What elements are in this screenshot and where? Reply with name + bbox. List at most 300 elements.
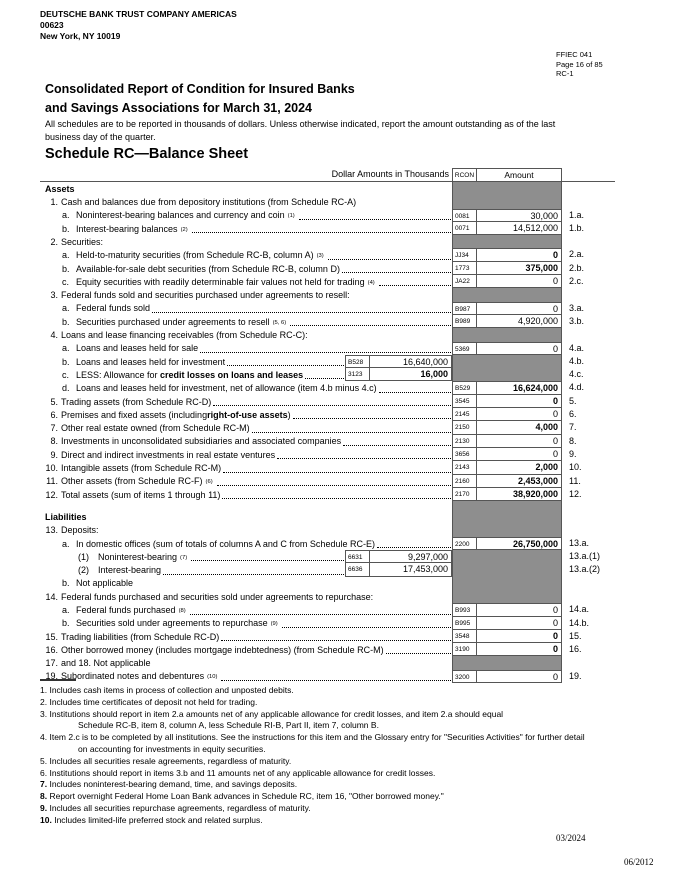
amount-cell: 2,453,000: [477, 475, 562, 488]
item-ref: 3.a.: [569, 302, 585, 313]
gray-cell: [452, 523, 562, 536]
gray-cell: [452, 590, 562, 603]
row-label-area: [40, 288, 452, 301]
footnote-text: Institutions should report in item 2.a amounts net of any applicable allowance for credit losses, and item 2.a should equal: [49, 708, 504, 719]
footnote-reference: (7): [180, 554, 188, 561]
rcon-code-cell: JA22: [452, 275, 477, 288]
rcon-code-cell: 3545: [452, 395, 477, 408]
gray-cell: [452, 288, 562, 301]
item-ref: 2.b.: [569, 262, 585, 273]
item-ref: 15.: [569, 630, 582, 641]
item-ref: 19.: [569, 670, 582, 681]
dotted-leader: [386, 653, 451, 654]
item-label: Securities sold under agreements to repurchase: [76, 618, 268, 629]
amount-cell: 38,920,000: [477, 488, 562, 501]
item-label: Held-to-maturity securities (from Schedule RC-B, column A): [76, 250, 314, 261]
item-ref: 7.: [569, 422, 577, 433]
table-body: [40, 182, 615, 683]
rcon-code-cell: B993: [452, 603, 477, 616]
amount-cell: 375,000: [477, 262, 562, 275]
footnote-text: Item 2.c is to be completed by all institutions. See the instructions for this item and the Glossary entry for "Securities Activities" for further detail: [49, 732, 585, 743]
item-ref: 13.a.: [569, 537, 590, 548]
row-label-area: [40, 523, 452, 536]
table-row: [40, 656, 615, 669]
footnotes-section: [40, 679, 650, 827]
item-label: In domestic offices (sum of totals of columns A and C from Schedule RC-E): [76, 538, 375, 549]
form-id-block: [556, 50, 603, 79]
item-label: Interest-bearing: [98, 565, 162, 576]
table-row: [40, 275, 615, 288]
table-row: [40, 448, 615, 461]
row-label-area: [40, 182, 452, 195]
item-label: Federal funds sold and securities purchased under agreements to resell:: [61, 290, 350, 301]
item-label: Equity securities with readily determinable fair values not held for trading: [76, 276, 365, 287]
row-label-area: [40, 577, 452, 590]
table-header-row: [40, 168, 615, 182]
item-number: b.: [62, 316, 70, 327]
item-ref: 13.a.(2): [569, 564, 601, 575]
item-label: Other assets (from Schedule RC-F): [61, 476, 203, 487]
row-label-area: [40, 368, 345, 381]
footnote: [40, 779, 650, 791]
inner-code-cell: 6631: [345, 550, 370, 563]
item-ref: 4.b.: [569, 355, 585, 366]
revision-date-stamp: 03/2024: [556, 833, 586, 843]
amount-cell: 0: [477, 630, 562, 643]
table-row: [40, 501, 615, 510]
amount-cell: 0: [477, 643, 562, 656]
row-label-area: [40, 630, 452, 643]
table-row: [40, 421, 615, 434]
row-label-area: [40, 617, 452, 630]
gray-cell: [452, 235, 562, 248]
rcon-code-cell: B989: [452, 315, 477, 328]
footnote-number: 9.: [40, 802, 48, 813]
form-edition-date: 06/2012: [624, 857, 654, 867]
gray-cell: [452, 656, 562, 669]
item-ref: 2.c.: [569, 276, 584, 287]
item-number: 3.: [50, 290, 58, 301]
table-row: [40, 195, 615, 208]
row-label-area: [40, 656, 452, 669]
footnote-separator: [40, 679, 76, 681]
item-ref: 6.: [569, 409, 577, 420]
rcon-code-cell: 2150: [452, 421, 477, 434]
amount-column-header: Amount: [477, 168, 562, 181]
item-number: 1.: [50, 197, 58, 208]
dotted-leader: [222, 498, 451, 499]
table-row: [40, 288, 615, 301]
row-label-area: [40, 421, 452, 434]
item-label: Subordinated notes and debentures: [61, 671, 205, 682]
gray-cell: [452, 355, 562, 368]
item-label: Securities:: [61, 236, 104, 247]
item-label: Premises and fixed assets (includingright-of-use assets): [61, 409, 291, 420]
row-label-area: [40, 328, 452, 341]
item-label: Securities purchased under agreements to resell: [76, 316, 270, 327]
item-number: 13.: [45, 525, 58, 536]
table-row: [40, 248, 615, 261]
row-label-area: [40, 461, 452, 474]
item-number: 6.: [50, 409, 58, 420]
item-label: Federal funds sold: [76, 303, 151, 314]
item-number: 19.: [45, 671, 58, 682]
dotted-leader: [223, 472, 451, 473]
dotted-leader: [277, 458, 451, 459]
item-label: Federal funds purchased and securities sold under agreements to repurchase:: [61, 591, 374, 602]
inner-code-cell: 6636: [345, 563, 370, 576]
footnote-reference: (10): [207, 674, 218, 681]
dotted-leader: [190, 614, 451, 615]
table-row: [40, 523, 615, 536]
bank-header: [40, 9, 237, 42]
footnote-number: 2.: [40, 696, 48, 707]
amount-cell: 0: [477, 275, 562, 288]
footnote: [40, 697, 650, 709]
table-row: [40, 408, 615, 421]
table-row: [40, 342, 615, 355]
item-ref: 4.c.: [569, 369, 584, 380]
footnote-list: [40, 685, 650, 827]
inner-amount-cell: 9,297,000: [370, 550, 452, 563]
table-row: [40, 603, 615, 616]
section-label: Assets: [45, 183, 75, 194]
table-row: [40, 510, 615, 523]
item-number: 4.: [50, 330, 58, 341]
item-label-bold: credit losses on loans and leases: [160, 369, 304, 380]
footnote-number: 4.: [40, 732, 48, 743]
item-number: b.: [62, 263, 70, 274]
item-label: Loans and leases held for investment: [76, 356, 226, 367]
row-label-area: [40, 222, 452, 235]
row-label-area: [40, 381, 452, 394]
item-label: and 18. Not applicable: [61, 658, 151, 669]
rcon-code-cell: 1773: [452, 262, 477, 275]
item-ref: 3.b.: [569, 315, 585, 326]
amount-cell: 4,000: [477, 421, 562, 434]
rcon-code-cell: B987: [452, 302, 477, 315]
footnote-text: Includes all securities resale agreements, regardless of maturity.: [49, 755, 292, 766]
footnote-text: Includes all securities repurchase agreements, regardless of maturity.: [49, 802, 311, 813]
dotted-leader: [191, 560, 344, 561]
item-label: LESS: Allowance for credit losses on loans and leases: [76, 369, 304, 380]
item-ref: 4.a.: [569, 342, 585, 353]
balance-sheet-table: [40, 168, 615, 683]
item-number: c.: [62, 276, 70, 287]
row-label-area: [40, 488, 452, 501]
dotted-leader: [305, 378, 344, 379]
item-number: 2.: [50, 236, 58, 247]
item-number: a.: [62, 303, 70, 314]
dotted-leader: [342, 272, 451, 273]
item-label: Intangible assets (from Schedule RC-M): [61, 463, 222, 474]
document-title-line2: and Savings Associations for March 31, 2024: [45, 101, 312, 115]
table-row: [40, 209, 615, 222]
table-row: [40, 590, 615, 603]
dotted-leader: [290, 325, 451, 326]
footnote: [40, 791, 650, 803]
footnote-number: 5.: [40, 755, 48, 766]
table-row: [40, 488, 615, 501]
footnote-text: Includes time certificates of deposit not held for trading.: [49, 696, 258, 707]
inner-code-cell: 3123: [345, 368, 370, 381]
dotted-leader: [299, 219, 451, 220]
amount-cell: 0: [477, 448, 562, 461]
footnote-continuation: Schedule RC-B, item 8, column A, less Schedule RI-B, Part II, item 7, column B.: [78, 720, 379, 731]
dotted-leader: [343, 445, 451, 446]
item-number: c.: [62, 369, 70, 380]
page-number: Page 16 of 85: [556, 59, 603, 69]
footnote: [40, 803, 650, 815]
item-ref: 13.a.(1): [569, 551, 601, 562]
table-row: [40, 643, 615, 656]
rcon-code-cell: JJ34: [452, 248, 477, 261]
bank-city: New York, NY 10019: [40, 31, 121, 41]
amount-cell: 0: [477, 395, 562, 408]
item-ref: 2.a.: [569, 249, 585, 260]
footnote-number: 3.: [40, 708, 48, 719]
row-label-area: [40, 510, 452, 523]
rcon-code-cell: B529: [452, 381, 477, 394]
footnote-text: Report overnight Federal Home Loan Bank advances in Schedule RC, item 16, "Other borrowed money.": [49, 791, 444, 802]
rcon-code-cell: 0071: [452, 222, 477, 235]
table-row: [40, 235, 615, 248]
rcon-code-cell: 2200: [452, 537, 477, 550]
row-label-area: [40, 195, 452, 208]
footnote: [40, 815, 650, 827]
row-label-area: [40, 209, 452, 222]
rcon-code-cell: 3200: [452, 670, 477, 683]
rcon-code-cell: 3548: [452, 630, 477, 643]
table-row: [40, 222, 615, 235]
bank-name: DEUTSCHE BANK TRUST COMPANY AMERICAS: [40, 9, 237, 19]
amount-cell: 0: [477, 302, 562, 315]
dotted-leader: [213, 405, 451, 406]
item-number: 5.: [50, 396, 58, 407]
row-label-area: [40, 342, 452, 355]
item-ref: 11.: [569, 475, 581, 486]
item-label: Loans and leases held for investment, net of allowance (item 4.b minus 4.c): [76, 383, 377, 394]
table-row: [40, 550, 615, 563]
row-label-area: [40, 275, 452, 288]
item-number: a.: [62, 250, 70, 261]
item-label: Noninterest-bearing: [98, 551, 178, 562]
table-row: [40, 563, 615, 576]
gray-cell: [452, 182, 562, 195]
item-number: b.: [62, 578, 70, 589]
table-row: [40, 368, 615, 381]
dotted-leader: [328, 259, 451, 260]
rcon-code-cell: B995: [452, 617, 477, 630]
gray-cell: [452, 563, 562, 576]
item-label: Other real estate owned (from Schedule RC-M): [61, 423, 250, 434]
row-label-area: [40, 603, 452, 616]
item-number: 15.: [45, 631, 58, 642]
item-ref: 12.: [569, 488, 582, 499]
item-number: 8.: [50, 436, 58, 447]
amount-cell: 0: [477, 670, 562, 683]
inner-amount-cell: 17,453,000: [370, 563, 452, 576]
amount-cell: 0: [477, 248, 562, 261]
item-number: 9.: [50, 449, 58, 460]
row-label-area: [40, 395, 452, 408]
amount-cell: 0: [477, 603, 562, 616]
amount-cell: 0: [477, 617, 562, 630]
amount-cell: 0: [477, 408, 562, 421]
item-number: 12.: [45, 489, 58, 500]
rcon-code-cell: 2160: [452, 475, 477, 488]
dotted-leader: [282, 627, 451, 628]
table-row: [40, 182, 615, 195]
footnote-text: Institutions should report in items 3.b and 11 amounts net of any applicable allowance for credit losses.: [49, 767, 436, 778]
row-label-area: [40, 262, 452, 275]
rcon-code-cell: 3190: [452, 643, 477, 656]
item-label: Cash and balances due from depository institutions (from Schedule RC-A): [61, 197, 357, 208]
item-number: b.: [62, 618, 70, 629]
inner-code-cell: B528: [345, 355, 370, 368]
rcon-code-cell: 2170: [452, 488, 477, 501]
item-number: b.: [62, 356, 70, 367]
item-label: Direct and indirect investments in real estate ventures: [61, 449, 276, 460]
item-ref: 1.b.: [569, 222, 585, 233]
schedule-code: RC-1: [556, 69, 574, 78]
table-row: [40, 461, 615, 474]
dotted-leader: [379, 392, 451, 393]
table-row: [40, 630, 615, 643]
row-label-area: [40, 563, 345, 576]
footnote-number: 1.: [40, 685, 48, 695]
dotted-leader: [377, 547, 451, 548]
footnote-reference: (8): [178, 608, 186, 614]
rcon-code-cell: 0081: [452, 209, 477, 222]
table-row: [40, 435, 615, 448]
document-title-line1: Consolidated Report of Condition for Insured Banks: [45, 82, 355, 96]
gray-cell: [452, 550, 562, 563]
item-number: (2): [78, 565, 89, 576]
gray-cell: [452, 368, 562, 381]
footnote: [40, 756, 650, 768]
amount-cell: 26,750,000: [477, 537, 562, 550]
intro-paragraph: All schedules are to be reported in thousands of dollars. Unless otherwise indicated, report the amount outstanding as of the last business day of the quarter.: [45, 119, 556, 142]
amount-cell: 0: [477, 435, 562, 448]
item-number: a.: [62, 538, 70, 549]
section-label: Liabilities: [45, 511, 87, 522]
item-ref: 8.: [569, 435, 577, 446]
item-ref: 14.b.: [569, 617, 590, 628]
footnote-reference: (3): [316, 253, 324, 260]
item-number: 10.: [45, 463, 58, 474]
footnote: [40, 709, 650, 721]
footnote-text: Includes cash items in process of collection and unposted debits.: [49, 685, 294, 695]
table-row: [40, 395, 615, 408]
dotted-leader: [152, 312, 451, 313]
item-number: b.: [62, 223, 70, 234]
item-label: Deposits:: [61, 525, 99, 536]
item-label: Total assets (sum of items 1 through 11): [61, 489, 221, 500]
item-number: 14.: [45, 591, 58, 602]
item-ref: 16.: [569, 644, 582, 655]
rcon-code-cell: 2143: [452, 461, 477, 474]
footnote-reference: (4): [367, 279, 375, 286]
item-number: 16.: [45, 644, 58, 655]
row-label-area: [40, 355, 345, 368]
schedule-title: Schedule RC—Balance Sheet: [45, 146, 249, 162]
item-label: Loans and lease financing receivables (from Schedule RC-C):: [61, 330, 308, 341]
item-ref: 1.a.: [569, 209, 585, 220]
item-ref: 5.: [569, 395, 577, 406]
item-label: Trading liabilities (from Schedule RC-D): [61, 631, 220, 642]
document-title: [45, 80, 355, 118]
item-number: 7.: [50, 423, 58, 434]
item-ref: 9.: [569, 448, 577, 459]
item-label: Available-for-sale debt securities (from Schedule RC-B, column D): [76, 263, 340, 274]
dotted-leader: [293, 418, 451, 419]
footnote-reference: (1): [287, 213, 295, 220]
row-label-area: [40, 590, 452, 603]
footnote-number: 6.: [40, 767, 48, 778]
item-ref: 4.d.: [569, 382, 585, 393]
rcon-code-cell: 3656: [452, 448, 477, 461]
table-row: [40, 315, 615, 328]
item-label: Other borrowed money (includes mortgage indebtedness) (from Schedule RC-M): [61, 644, 384, 655]
dotted-leader: [227, 365, 344, 366]
item-number: 11.: [46, 476, 58, 487]
table-row: [40, 328, 615, 341]
row-label-area: [40, 408, 452, 421]
footnote-number: 10.: [40, 814, 52, 825]
amount-cell: 2,000: [477, 461, 562, 474]
gray-cell: [452, 577, 562, 590]
item-ref: 14.a.: [569, 604, 590, 615]
footnote: [40, 685, 650, 697]
row-label-area: [40, 501, 452, 510]
dotted-leader: [192, 232, 451, 233]
row-label-area: [40, 537, 452, 550]
row-label-area: [40, 448, 452, 461]
gray-cell: [452, 510, 562, 523]
footnote-reference: (6): [205, 479, 213, 486]
row-label-area: [40, 643, 452, 656]
table-row: [40, 262, 615, 275]
item-label: Not applicable: [76, 578, 134, 589]
row-label-area: [40, 248, 452, 261]
item-ref: 10.: [569, 462, 582, 473]
row-label-area: [40, 302, 452, 315]
table-row: [40, 302, 615, 315]
footnote-reference: (2): [180, 226, 188, 233]
footnote-reference: (5, 6): [272, 319, 287, 326]
item-number: 17.: [45, 658, 58, 669]
rcon-column-header: RCON: [452, 168, 477, 181]
item-label: Federal funds purchased: [76, 605, 176, 615]
table-row: [40, 577, 615, 590]
item-number: a.: [62, 343, 70, 354]
item-label-bold: right-of-use assets: [207, 409, 288, 420]
footnote-text: Includes limited-life preferred stock and related surplus.: [54, 814, 263, 825]
item-label: Trading assets (from Schedule RC-D): [61, 396, 212, 407]
row-label-area: [40, 550, 345, 563]
table-row: [40, 355, 615, 368]
row-label-area: [40, 475, 452, 488]
dotted-leader: [252, 432, 451, 433]
dotted-leader: [200, 352, 451, 353]
form-number: FFIEC 041: [556, 50, 593, 59]
bank-cert-number: 00623: [40, 20, 64, 30]
gray-cell: [452, 328, 562, 341]
footnote-number: 8.: [40, 791, 48, 802]
dotted-leader: [379, 285, 451, 286]
inner-amount-cell: 16,000: [370, 368, 452, 381]
